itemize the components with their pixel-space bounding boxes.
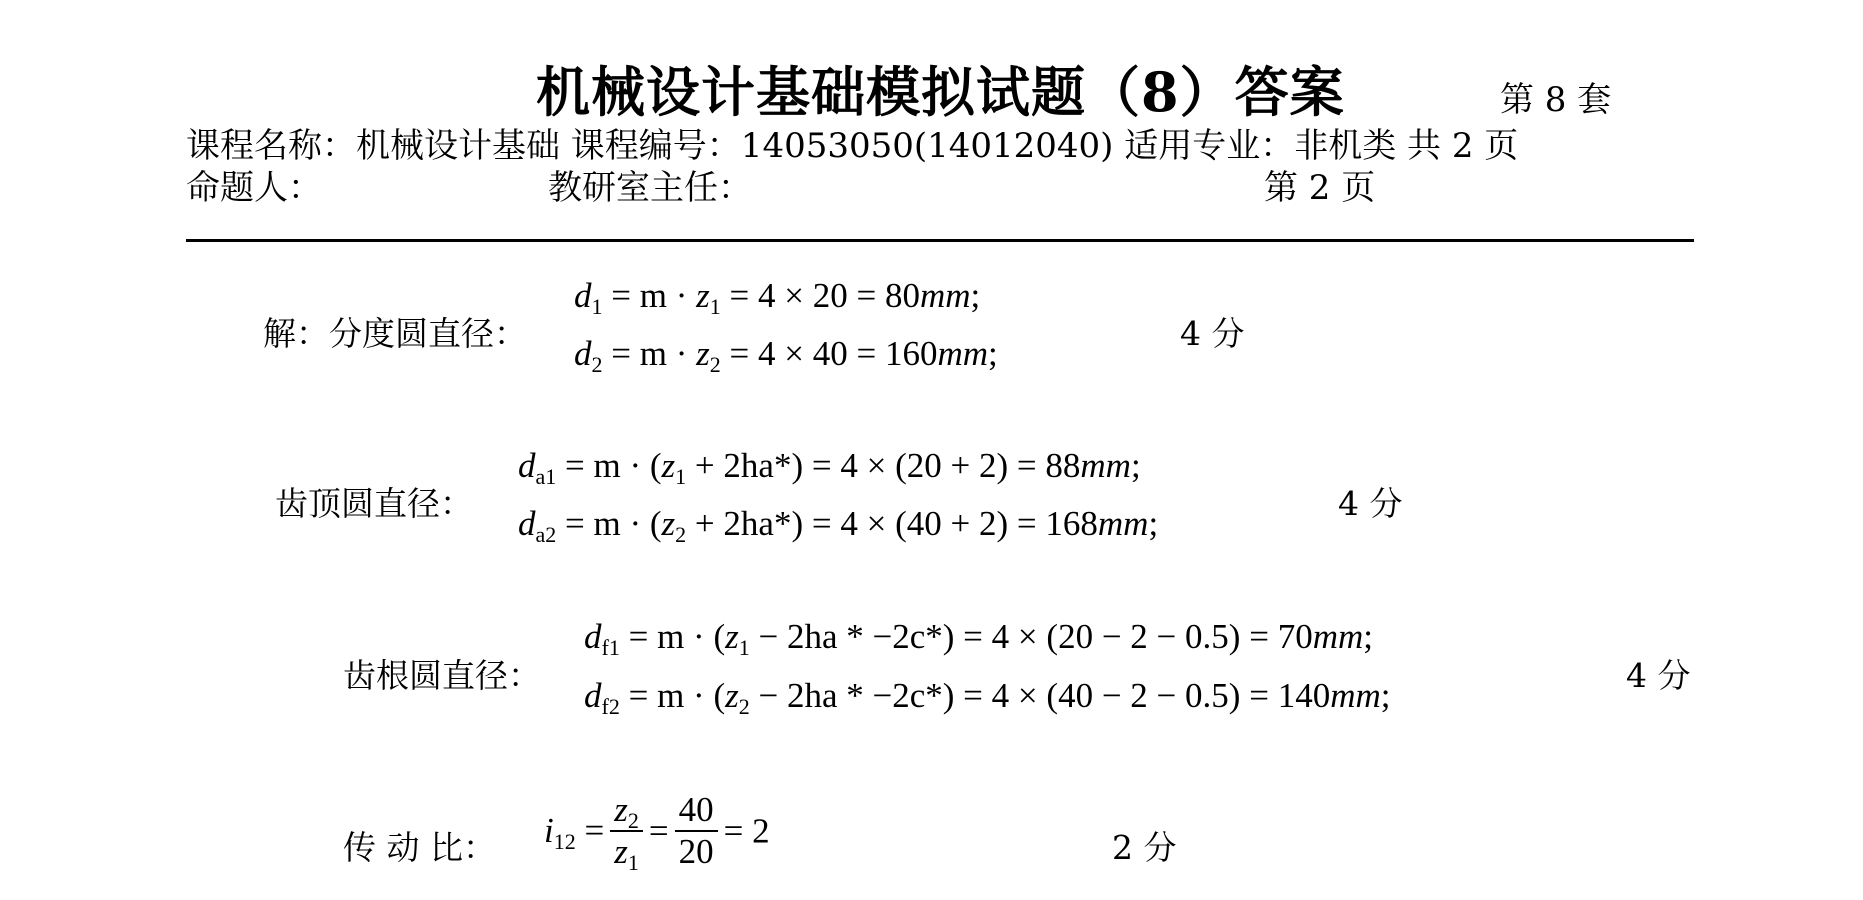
eq-text: − 2ha * −2c*) = 4 × (20 − 2 − 0.5) = 70 — [749, 617, 1313, 656]
eq-text: + 2ha*) = 4 × (20 + 2) = 88 — [686, 446, 1081, 485]
eq-var: d — [574, 276, 592, 315]
ratio-lhs: $i_{12}$ = — [544, 811, 605, 855]
eq-var: z — [725, 676, 739, 715]
eq-unit: mm — [1097, 504, 1149, 543]
eq-sub: 2 — [627, 808, 639, 833]
eq-end: ; — [970, 276, 981, 315]
eq-text: = m · — [602, 334, 697, 373]
ratio-score: 2 分 — [1112, 828, 1177, 867]
tip-equation-2 — [518, 504, 1159, 547]
eq-var: d — [518, 504, 536, 543]
eq-var: z — [725, 617, 739, 656]
eq-text: = 4 × 40 = 160 — [720, 334, 938, 373]
eq-text: = m · — [602, 276, 697, 315]
eq-sub: f2 — [601, 694, 620, 719]
eq-var: d — [584, 676, 602, 715]
set-number: 第 8 套 — [1500, 80, 1612, 120]
eq-sub: 2 — [675, 522, 687, 547]
eq-text: + 2ha*) = 4 × (40 + 2) = 168 — [686, 504, 1098, 543]
setter-label: 命题人： — [186, 168, 322, 208]
eq-sub: 1 — [627, 850, 639, 876]
eq-text: = m · ( — [619, 676, 726, 715]
eq-text: = m · ( — [619, 617, 726, 656]
ratio-fraction-numeric — [675, 790, 718, 873]
fraction-numerator: 40 — [675, 790, 718, 832]
ratio-fraction-symbolic — [610, 790, 643, 876]
eq-sub: f1 — [601, 635, 620, 660]
root-equation-1 — [584, 617, 1373, 660]
eq-unit: mm — [1080, 446, 1131, 485]
eq-var: d — [518, 446, 536, 485]
eq-end: ; — [1130, 446, 1141, 485]
root-diameter-label: 齿根圆直径： — [343, 656, 541, 695]
course-info-line: 课程名称：机械设计基础 课程编号：14053050(14012040) 适用专业：非机类 共 2 页 — [186, 126, 1519, 166]
header-divider — [186, 239, 1694, 242]
eq-end: ; — [988, 334, 998, 373]
page-number: 第 2 页 — [1264, 168, 1376, 208]
eq-sub: 2 — [709, 352, 721, 377]
eq-sub: 2 — [738, 694, 750, 719]
eq-var: d — [584, 617, 602, 656]
eq-end: ; — [1380, 676, 1391, 715]
eq-var: z — [696, 276, 710, 315]
eq-equals: = — [648, 811, 669, 851]
eq-var: z — [661, 446, 676, 485]
tip-diameter-label: 齿顶圆直径： — [275, 484, 473, 523]
pitch-diameter-label: 解：分度圆直径： — [263, 314, 527, 353]
root-equation-2 — [584, 676, 1391, 719]
ratio-equation — [544, 790, 770, 876]
eq-sub: 1 — [675, 464, 687, 489]
eq-unit: mm — [1312, 617, 1364, 656]
fraction-denominator: 20 — [678, 832, 714, 872]
director-label: 教研室主任： — [548, 168, 752, 208]
eq-unit: mm — [937, 334, 989, 373]
eq-var: z — [614, 790, 628, 829]
eq-end: ; — [1363, 617, 1373, 656]
eq-text: = 4 × 20 = 80 — [720, 276, 920, 315]
tip-score: 4 分 — [1338, 484, 1403, 523]
pitch-equation-2 — [574, 334, 998, 377]
eq-text: = m · ( — [556, 446, 662, 485]
eq-sub: a2 — [535, 522, 557, 547]
eq-var: i — [544, 811, 554, 851]
eq-sub: 1 — [709, 294, 721, 319]
tip-equation-1 — [518, 446, 1141, 489]
ratio-result: = 2 — [723, 811, 770, 851]
eq-var: d — [574, 334, 592, 373]
pitch-score: 4 分 — [1180, 314, 1245, 353]
eq-var: z — [614, 832, 628, 872]
eq-var: z — [696, 334, 710, 373]
eq-unit: mm — [1330, 676, 1381, 715]
eq-sub: 2 — [591, 352, 603, 377]
eq-text: = m · ( — [556, 504, 662, 543]
fraction-denominator — [610, 832, 643, 876]
eq-end: ; — [1148, 504, 1159, 543]
eq-sub: a1 — [535, 464, 557, 489]
pitch-equation-1 — [574, 276, 981, 319]
eq-sub: 1 — [738, 635, 750, 660]
eq-sub: 1 — [591, 294, 603, 319]
eq-var: z — [661, 504, 676, 543]
eq-sub: 12 — [553, 829, 576, 855]
root-score: 4 分 — [1626, 656, 1691, 695]
eq-text: − 2ha * −2c*) = 4 × (40 − 2 − 0.5) = 140 — [749, 676, 1331, 715]
ratio-label: 传 动 比： — [343, 828, 496, 867]
fraction-numerator — [610, 790, 643, 832]
page-title: 机械设计基础模拟试题（8）答案 — [536, 60, 1345, 124]
eq-unit: mm — [919, 276, 971, 315]
